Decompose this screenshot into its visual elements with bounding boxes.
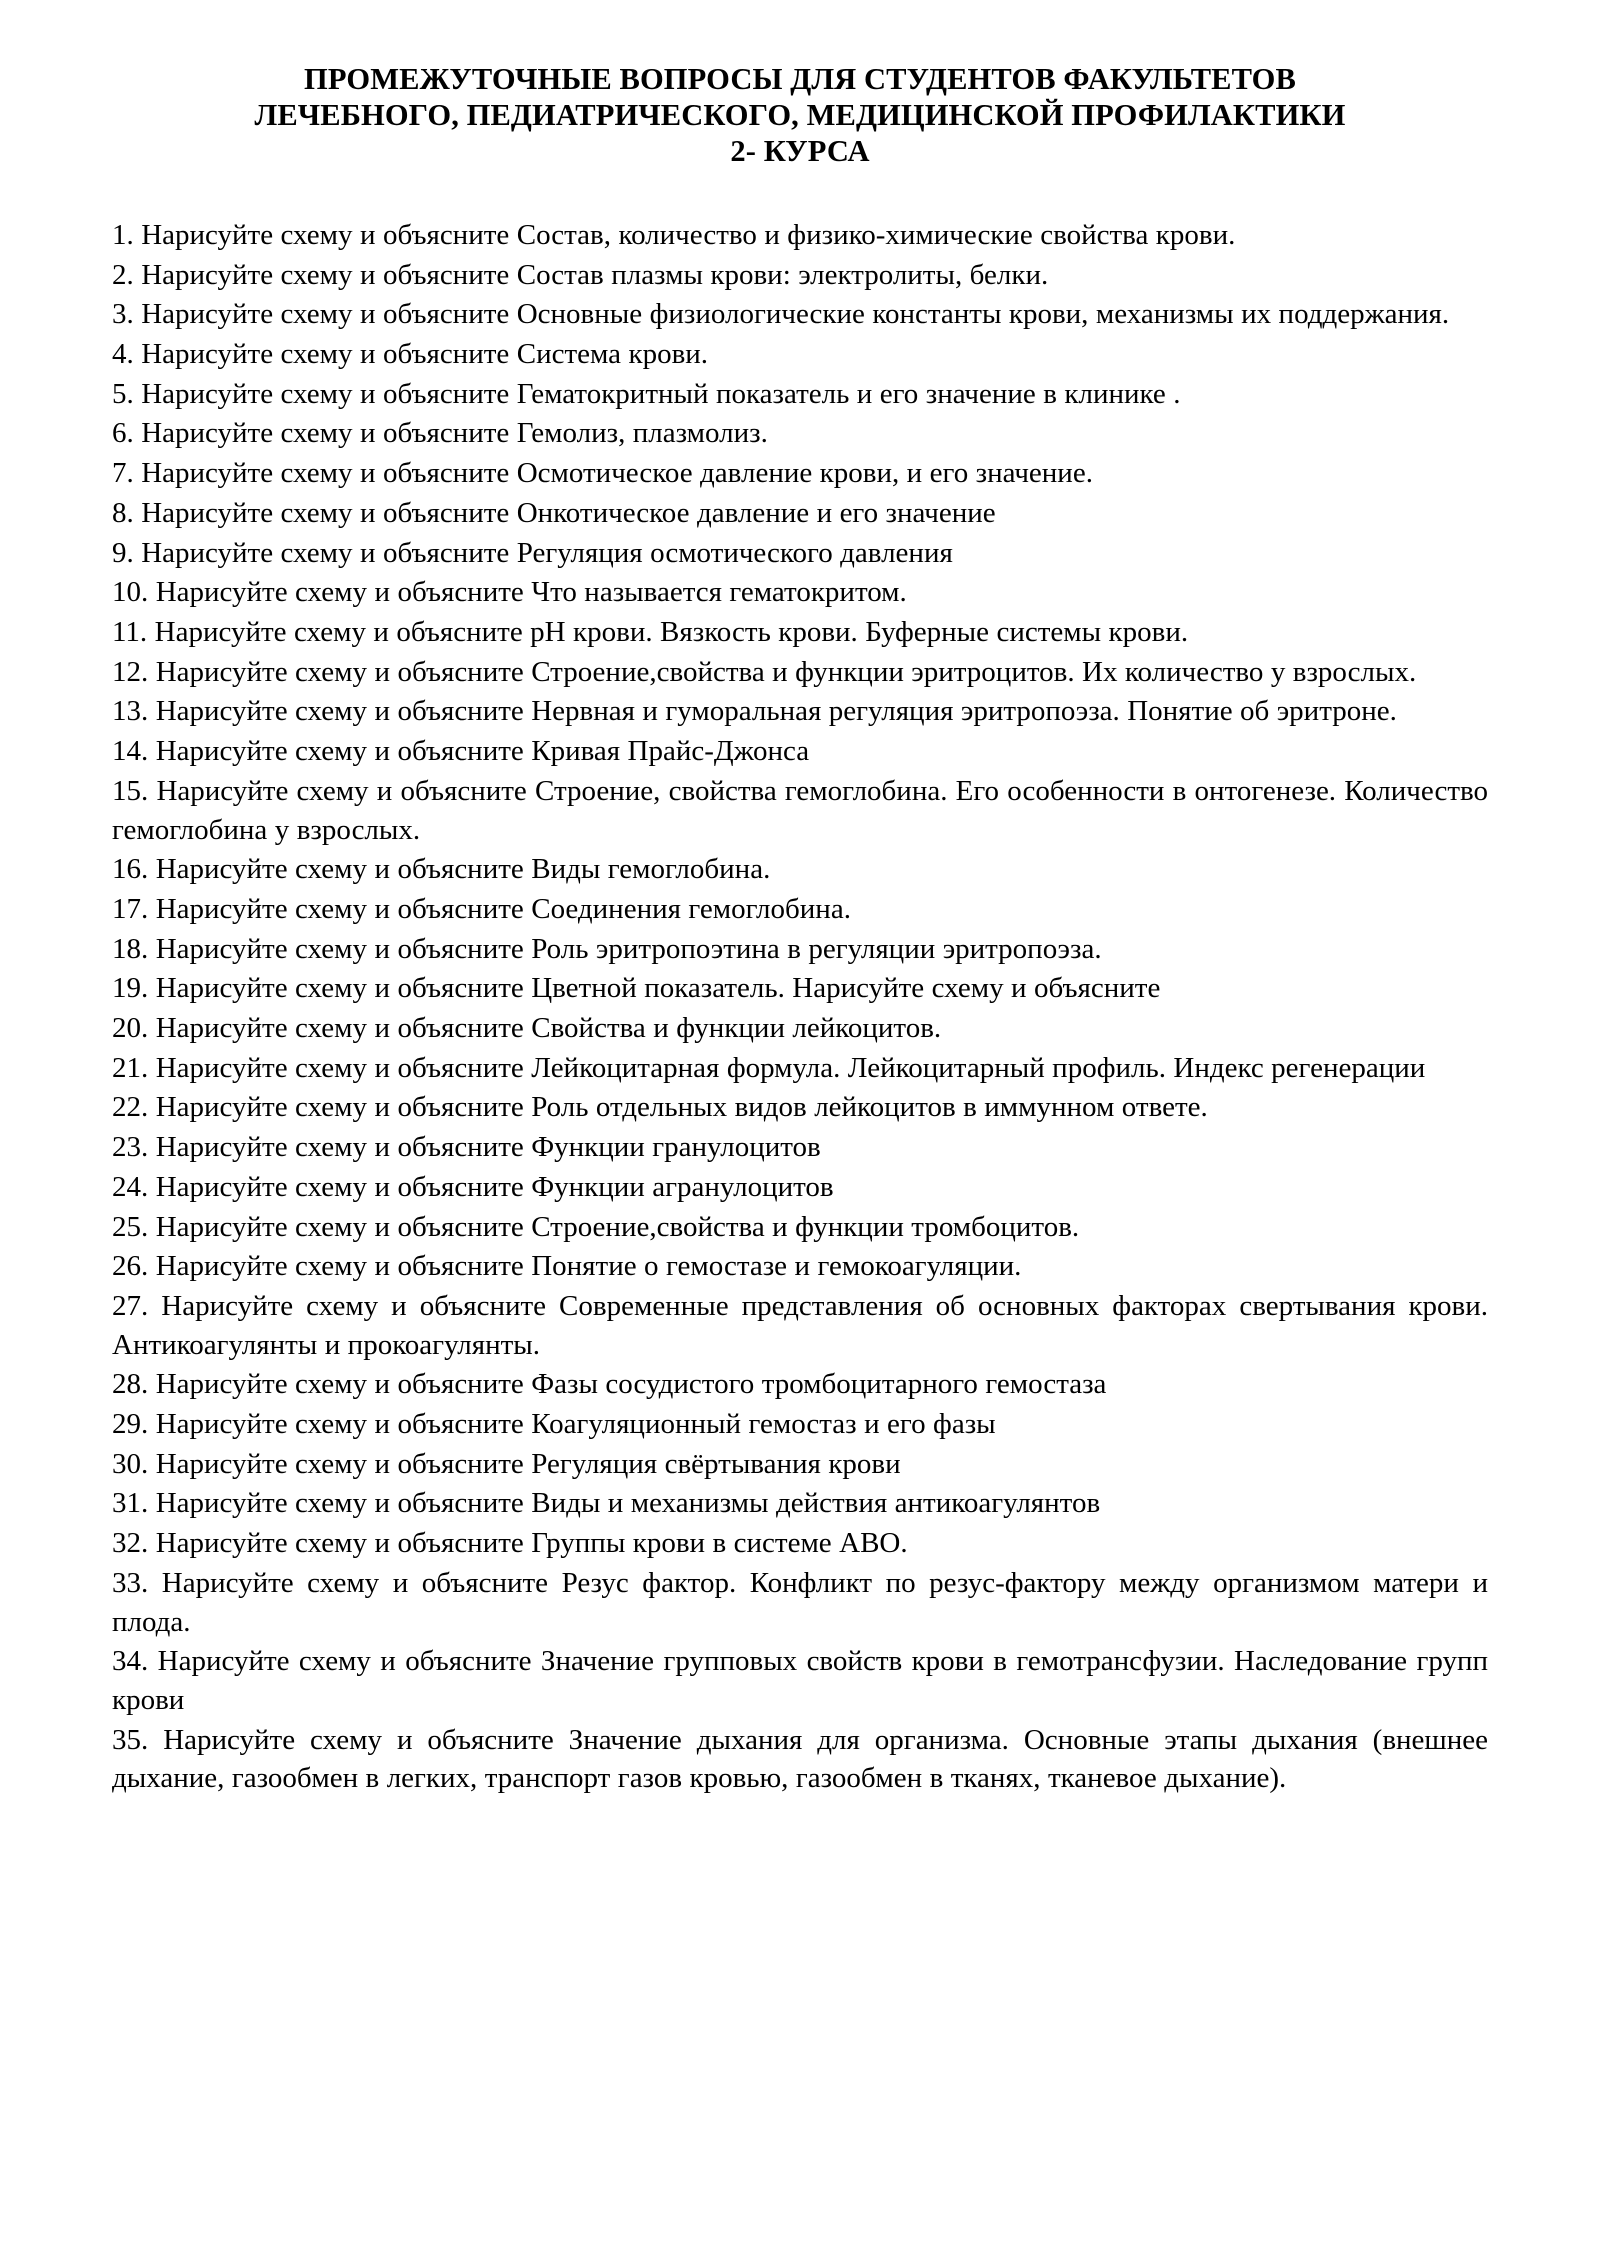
question-number: 22. — [112, 1091, 149, 1124]
question-item — [112, 1049, 1488, 1088]
question-text: Нарисуйте схему и объясните Фазы сосудистого тромбоцитарного гемостаза — [148, 1368, 1107, 1401]
question-item — [112, 692, 1488, 731]
question-text: Нарисуйте схему и объясните Функции гранулоцитов — [148, 1131, 821, 1164]
question-text: Нарисуйте схему и объясните Значение групповых свойств крови в гемотрансфузии. Наследование групп крови — [112, 1645, 1488, 1716]
question-number: 8. — [112, 496, 134, 529]
question-text: Нарисуйте схему и объясните Группы крови в системе АВО. — [148, 1527, 908, 1560]
question-number: 11. — [112, 615, 148, 648]
question-number: 34. — [112, 1645, 149, 1678]
question-text: Нарисуйте схему и объясните Состав, количество и физико-химические свойства крови. — [133, 218, 1236, 251]
title-spacer — [112, 170, 1488, 216]
title-line-3: 2- КУРСА — [730, 133, 870, 168]
question-text: Нарисуйте схему и объясните Гематокритный показатель и его значение в клинике . — [133, 377, 1181, 410]
question-text: Нарисуйте схему и объясните Современные представления об основных факторах свертывания крови. Антикоагулянты и прокоагулянты. — [112, 1289, 1488, 1361]
question-number: 26. — [112, 1250, 149, 1283]
question-number: 27. — [112, 1289, 149, 1322]
question-text: Нарисуйте схему и объясните Гемолиз, плазмолиз. — [133, 417, 768, 450]
question-item — [112, 375, 1488, 414]
question-item — [112, 1287, 1488, 1364]
question-text: Нарисуйте схему и объясните Кривая Прайс-Джонса — [148, 735, 810, 768]
question-text: Нарисуйте схему и объясните Онкотическое давление и его значение — [133, 496, 996, 529]
question-item — [112, 890, 1488, 929]
question-number: 9. — [112, 536, 134, 569]
question-text: Нарисуйте схему и объясните Нервная и гуморальная регуляция эритропоэза. Понятие об эритроне. — [148, 695, 1397, 728]
question-item — [112, 732, 1488, 771]
question-number: 7. — [112, 457, 134, 490]
question-item — [112, 1365, 1488, 1404]
question-item — [112, 930, 1488, 969]
question-number: 5. — [112, 377, 134, 410]
question-text: Нарисуйте схему и объясните Осмотическое давление крови, и его значение. — [133, 457, 1093, 490]
question-text: Нарисуйте схему и объясните Резус фактор. Конфликт по резус-фактору между организмом матери и плода. — [112, 1566, 1488, 1638]
question-item — [112, 1168, 1488, 1207]
title-line-1: ПРОМЕЖУТОЧНЫЕ ВОПРОСЫ ДЛЯ СТУДЕНТОВ ФАКУЛЬТЕТОВ — [304, 62, 1296, 96]
question-number: 32. — [112, 1527, 149, 1560]
question-text: Нарисуйте схему и объясните Функции агранулоцитов — [148, 1170, 834, 1203]
question-number: 2. — [112, 258, 134, 291]
question-item — [112, 653, 1488, 692]
question-item — [112, 1208, 1488, 1247]
question-text: Нарисуйте схему и объясните Основные физиологические константы крови, механизмы их поддержания. — [133, 298, 1450, 331]
question-item — [112, 216, 1488, 255]
question-item — [112, 295, 1488, 334]
title-line-2: ЛЕЧЕБНОГО, ПЕДИАТРИЧЕСКОГО, МЕДИЦИНСКОЙ ПРОФИЛАКТИКИ — [254, 97, 1346, 132]
question-number: 23. — [112, 1131, 149, 1164]
question-item — [112, 1128, 1488, 1167]
question-number: 1. — [112, 218, 134, 251]
question-text: Нарисуйте схему и объясните Строение,свойства и функции эритроцитов. Их количество у взрослых. — [148, 655, 1417, 688]
question-number: 6. — [112, 417, 134, 450]
question-item — [112, 1642, 1488, 1719]
question-number: 19. — [112, 972, 149, 1005]
question-text: Нарисуйте схему и объясните Система крови. — [133, 338, 709, 371]
question-number: 14. — [112, 735, 149, 768]
question-item — [112, 850, 1488, 889]
question-item — [112, 256, 1488, 295]
question-text: Нарисуйте схему и объясните Состав плазмы крови: электролиты, белки. — [133, 258, 1049, 291]
question-item — [112, 494, 1488, 533]
question-number: 4. — [112, 338, 134, 371]
question-item — [112, 1484, 1488, 1523]
question-number: 10. — [112, 576, 149, 609]
question-number: 18. — [112, 932, 149, 965]
question-item — [112, 1009, 1488, 1048]
question-item — [112, 414, 1488, 453]
question-text: Нарисуйте схему и объясните Что называется гематокритом. — [148, 576, 907, 609]
question-list — [112, 216, 1488, 1798]
document-title — [112, 62, 1488, 170]
question-text: Нарисуйте схему и объясните Лейкоцитарная формула. Лейкоцитарный профиль. Индекс регенерации — [148, 1051, 1426, 1084]
question-text: Нарисуйте схему и объясните Понятие о гемостазе и гемокоагуляции. — [148, 1250, 1022, 1283]
question-item — [112, 335, 1488, 374]
question-number: 35. — [112, 1723, 149, 1756]
question-item — [112, 1405, 1488, 1444]
question-number: 20. — [112, 1012, 149, 1045]
question-text: Нарисуйте схему и объясните Роль эритропоэтина в регуляции эритропоэза. — [148, 932, 1102, 965]
question-text: Нарисуйте схему и объясните Коагуляционный гемостаз и его фазы — [148, 1408, 996, 1441]
question-text: Нарисуйте схему и объясните Виды гемоглобина. — [148, 853, 771, 886]
question-number: 30. — [112, 1447, 149, 1480]
question-text: Нарисуйте схему и объясните Соединения гемоглобина. — [148, 892, 851, 925]
question-text: Нарисуйте схему и объясните Виды и механизмы действия антикоагулянтов — [148, 1487, 1101, 1520]
question-number: 13. — [112, 695, 149, 728]
question-number: 12. — [112, 655, 149, 688]
question-number: 24. — [112, 1170, 149, 1203]
question-item — [112, 1247, 1488, 1286]
question-item — [112, 573, 1488, 612]
question-text: Нарисуйте схему и объясните Цветной показатель. Нарисуйте схему и объясните — [148, 972, 1161, 1005]
question-text: Нарисуйте схему и объясните Регуляция осмотического давления — [133, 536, 953, 569]
question-number: 17. — [112, 892, 149, 925]
question-text: Нарисуйте схему и объясните Роль отдельных видов лейкоцитов в иммунном ответе. — [148, 1091, 1208, 1124]
question-item — [112, 969, 1488, 1008]
question-item — [112, 1721, 1488, 1798]
question-number: 29. — [112, 1408, 149, 1441]
question-item — [112, 1564, 1488, 1641]
question-text: Нарисуйте схему и объясните Строение,свойства и функции тромбоцитов. — [148, 1210, 1080, 1243]
question-number: 16. — [112, 853, 149, 886]
question-item — [112, 454, 1488, 493]
question-text: Нарисуйте схему и объясните Значение дыхания для организма. Основные этапы дыхания (внешнее дыхание, газообмен в легких, транспорт газов кровью, газообмен в тканях, тканевое дыхание). — [112, 1723, 1488, 1795]
question-item — [112, 1445, 1488, 1484]
question-number: 25. — [112, 1210, 149, 1243]
question-item — [112, 1524, 1488, 1563]
question-number: 31. — [112, 1487, 149, 1520]
question-text: Нарисуйте схему и объясните Строение, свойства гемоглобина. Его особенности в онтогенезе. Количество гемоглобина у взрослых. — [112, 774, 1488, 846]
question-number: 33. — [112, 1566, 149, 1599]
question-text: Нарисуйте схему и объясните pH крови. Вязкость крови. Буферные системы крови. — [147, 615, 1189, 648]
question-number: 15. — [112, 774, 149, 807]
question-text: Нарисуйте схему и объясните Регуляция свёртывания крови — [148, 1447, 901, 1480]
question-item — [112, 772, 1488, 849]
question-item — [112, 534, 1488, 573]
question-number: 3. — [112, 298, 134, 331]
question-item — [112, 613, 1488, 652]
question-text: Нарисуйте схему и объясните Свойства и функции лейкоцитов. — [148, 1012, 942, 1045]
question-number: 21. — [112, 1051, 149, 1084]
question-number: 28. — [112, 1368, 149, 1401]
question-item — [112, 1088, 1488, 1127]
